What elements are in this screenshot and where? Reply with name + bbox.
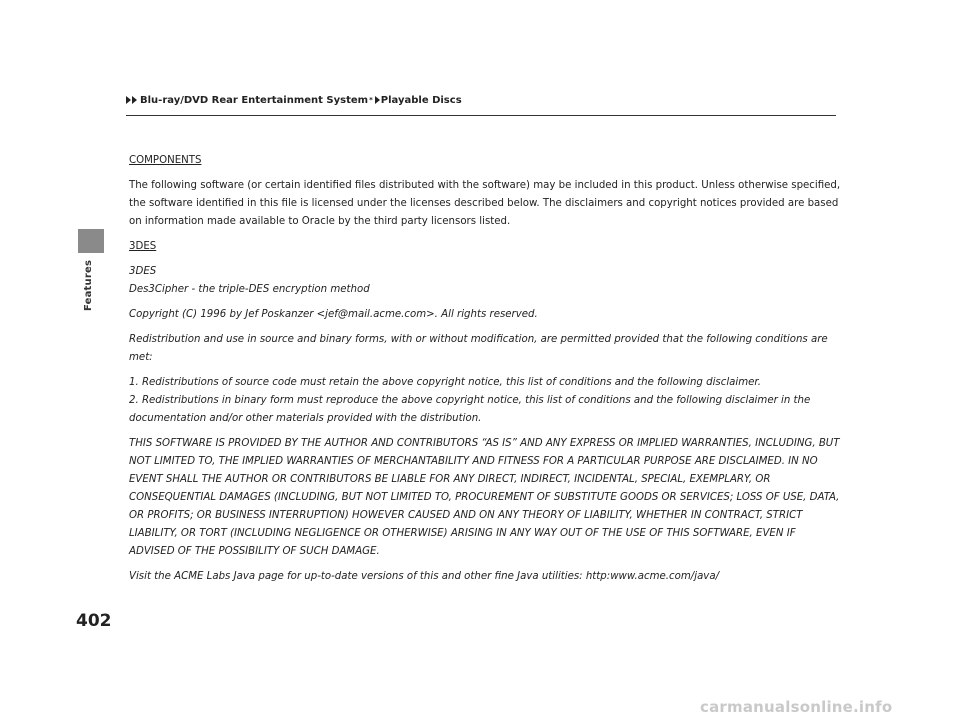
- sidebar-section-label[interactable]: [74, 258, 108, 378]
- des-heading: 3DES: [129, 241, 157, 252]
- triangle-icon: [375, 96, 380, 104]
- sidebar-label-text: Features: [83, 260, 94, 312]
- disclaimer-paragraph: THIS SOFTWARE IS PROVIDED BY THE AUTHOR AND CONTRIBUTORS “AS IS” AND ANY EXPRESS OR IMPLIED WARRANTIES, INCLUDING, BUT NOT LIMITED TO, THE IMPLIED WARRANTIES OF MERCHANTABILITY AND FITNESS FOR A PARTICULAR PURPOSE ARE DISCLAIMED. IN NO EVENT SHALL THE AUTHOR OR CONTRIBUTORS BE LIABLE FOR ANY DIRECT, INDIRECT, INCIDENTAL, SPECIAL, EXEMPLARY, OR CONSEQUENTIAL DAMAGES (INCLUDING, BUT NOT LIMITED TO, PROCUREMENT OF SUBSTITUTE GOODS OR SERVICES; LOSS OF USE, DATA, OR PROFITS; OR BUSINESS INTERRUPTION) HOWEVER CAUSED AND ON ANY THEORY OF LIABILITY, WHETHER IN CONTRACT, STRICT LIABILITY, OR TORT (INCLUDING NEGLIGENCE OR OTHERWISE) ARISING IN ANY WAY OUT OF THE USE OF THIS SOFTWARE, EVEN IF ADVISED OF THE POSSIBILITY OF SUCH DAMAGE.: [129, 438, 840, 557]
- breadcrumb-star: *: [369, 96, 373, 104]
- section-tab: [78, 229, 104, 253]
- breadcrumb-section[interactable]: Blu-ray/DVD Rear Entertainment System: [140, 94, 369, 106]
- breadcrumb-subsection[interactable]: Playable Discs: [380, 94, 462, 106]
- header-rule: [126, 115, 836, 116]
- visit-paragraph: Visit the ACME Labs Java page for up-to-date versions of this and other fine Java utilities: http:www.acme.com/java/: [129, 571, 720, 582]
- page-content: [129, 152, 841, 593]
- watermark: carmanualsonline.info: [700, 698, 893, 716]
- breadcrumb: [126, 93, 836, 107]
- des-title: 3DES: [129, 266, 157, 277]
- condition-1: 1. Redistributions of source code must retain the above copyright notice, this list of conditions and the following disclaimer.: [129, 377, 761, 388]
- triangle-icon: [126, 96, 131, 104]
- page-number: 402: [76, 611, 112, 631]
- triangle-icon: [132, 96, 137, 104]
- components-heading: COMPONENTS: [129, 155, 202, 166]
- des-subtitle: Des3Cipher - the triple-DES encryption method: [129, 284, 370, 295]
- condition-2: 2. Redistributions in binary form must reproduce the above copyright notice, this list of conditions and the following disclaimer in the documentation and/or other materials provided with the distribution.: [129, 395, 811, 424]
- copyright-line: Copyright (C) 1996 by Jef Poskanzer <jef@mail.acme.com>. All rights reserved.: [129, 309, 538, 320]
- redistribution-paragraph: Redistribution and use in source and binary forms, with or without modification, are permitted provided that the following conditions are met:: [129, 334, 828, 363]
- intro-paragraph: The following software (or certain identified files distributed with the software) may be included in this product. Unless otherwise specified, the software identified in this file is licensed under the licenses described below. The disclaimers and copyright notices provided are based on information made available to Oracle by the third party licensors listed.: [129, 180, 841, 227]
